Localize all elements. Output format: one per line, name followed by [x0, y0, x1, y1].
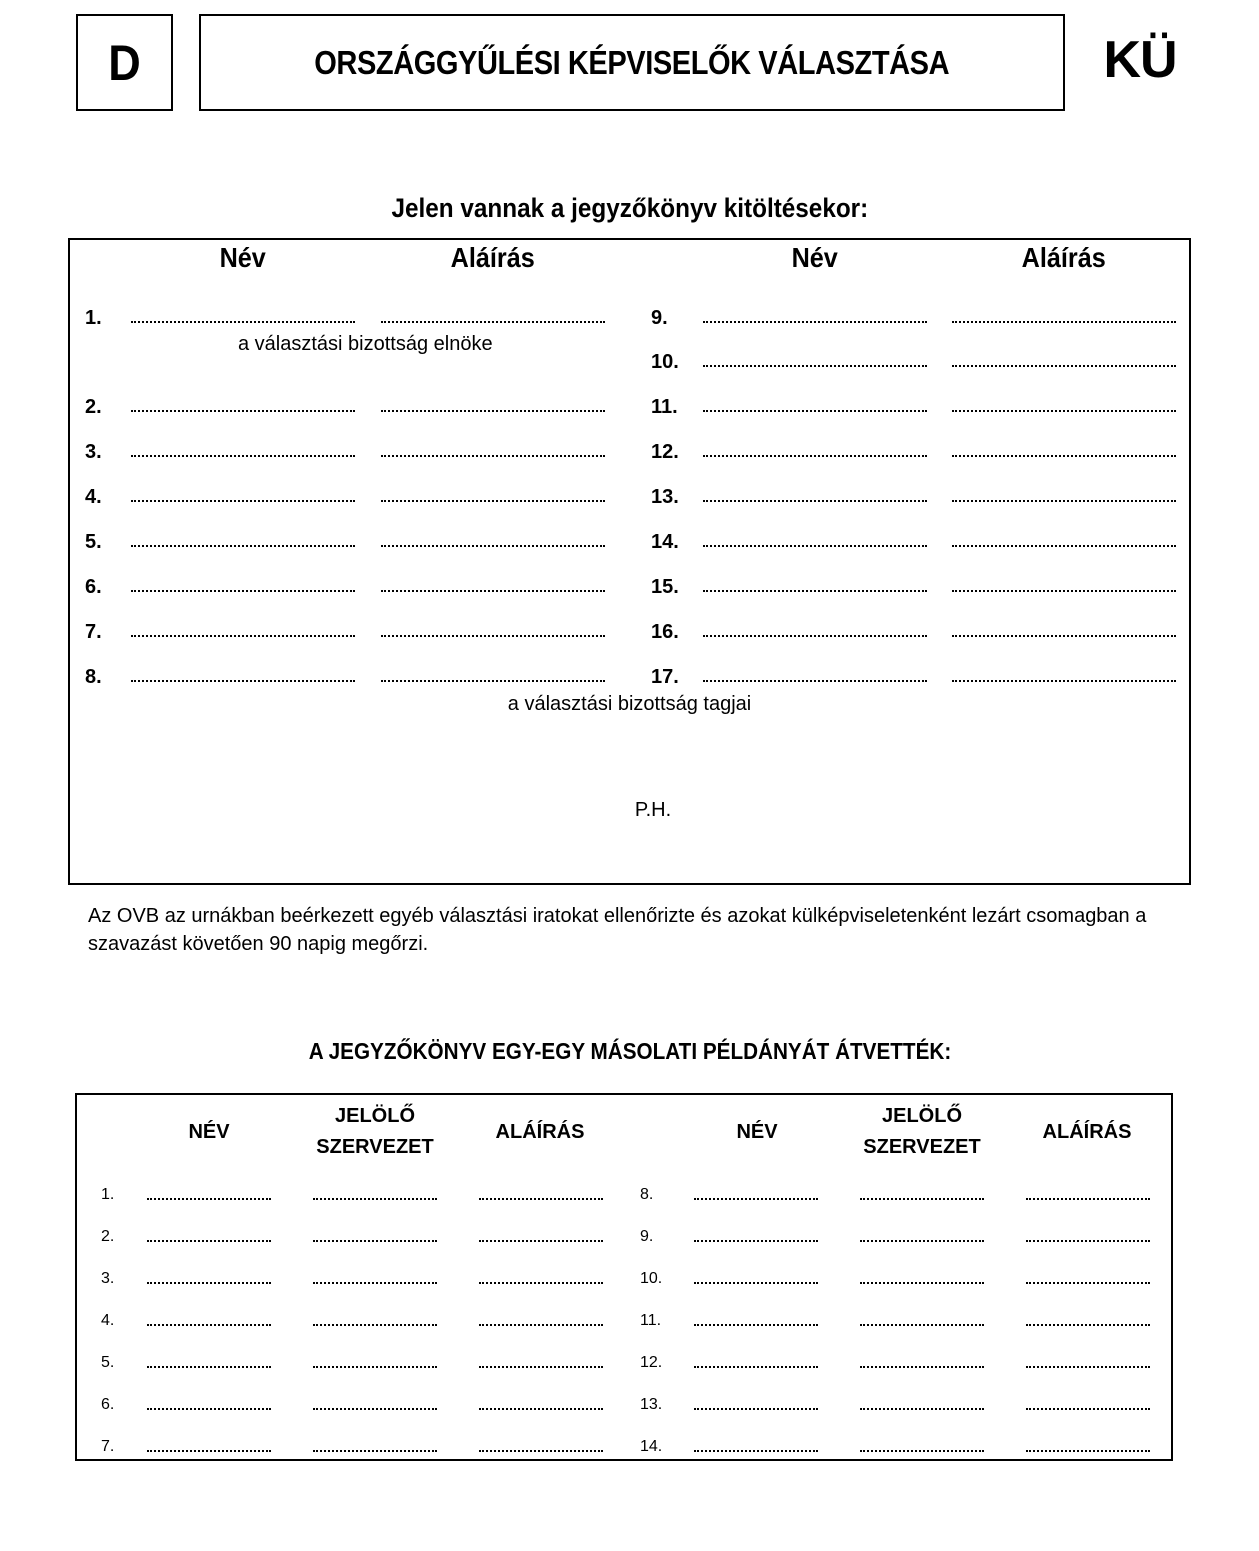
signature-field[interactable]	[952, 410, 1176, 412]
signature-field[interactable]	[952, 545, 1176, 547]
name-field[interactable]	[131, 635, 355, 637]
row-number: 2.	[85, 396, 102, 418]
row-number: 7.	[101, 1438, 115, 1455]
org-field[interactable]	[860, 1240, 984, 1242]
copies-col-name-left: NÉV	[188, 1121, 230, 1143]
signature-field[interactable]	[381, 590, 605, 592]
seal-placeholder: P.H.	[634, 799, 672, 821]
signature-field[interactable]	[381, 635, 605, 637]
col-header-signature-left: Aláírás	[450, 242, 536, 273]
name-field[interactable]	[703, 590, 927, 592]
signature-field[interactable]	[381, 321, 605, 323]
signature-field[interactable]	[479, 1366, 603, 1368]
name-field[interactable]	[147, 1324, 271, 1326]
signature-field[interactable]	[479, 1324, 603, 1326]
row-number: 14.	[640, 1438, 663, 1455]
name-field[interactable]	[147, 1450, 271, 1452]
col-header-name-right: Név	[791, 242, 839, 273]
row-number: 13.	[640, 1396, 663, 1413]
row-number: 1.	[85, 307, 102, 329]
row-number: 9.	[651, 307, 668, 329]
copies-col-name-right: NÉV	[736, 1121, 778, 1143]
org-field[interactable]	[313, 1366, 437, 1368]
col-header-name-left: Név	[219, 242, 267, 273]
document-title: ORSZÁGGYŰLÉSI KÉPVISELŐK VÁLASZTÁSA	[314, 43, 950, 81]
signature-field[interactable]	[479, 1408, 603, 1410]
row-number: 1.	[101, 1186, 115, 1203]
document-title-box	[199, 14, 1065, 111]
signature-field[interactable]	[952, 365, 1176, 367]
row-number: 5.	[101, 1354, 115, 1371]
name-field[interactable]	[131, 545, 355, 547]
name-field[interactable]	[147, 1198, 271, 1200]
org-field[interactable]	[313, 1198, 437, 1200]
signature-field[interactable]	[479, 1450, 603, 1452]
row-number: 16.	[651, 621, 679, 643]
copies-col-signature-right: ALÁÍRÁS	[1042, 1121, 1132, 1143]
name-field[interactable]	[131, 590, 355, 592]
name-field[interactable]	[703, 455, 927, 457]
name-field[interactable]	[694, 1366, 818, 1368]
signature-field[interactable]	[381, 410, 605, 412]
row-number: 7.	[85, 621, 102, 643]
signature-field[interactable]	[952, 590, 1176, 592]
row-number: 17.	[651, 666, 679, 688]
name-field[interactable]	[147, 1366, 271, 1368]
form-code: D	[108, 34, 141, 91]
signature-field[interactable]	[1026, 1198, 1150, 1200]
signature-field[interactable]	[952, 635, 1176, 637]
signature-field[interactable]	[381, 455, 605, 457]
name-field[interactable]	[131, 455, 355, 457]
row-number: 8.	[640, 1186, 654, 1203]
org-field[interactable]	[860, 1408, 984, 1410]
name-field[interactable]	[131, 680, 355, 682]
signature-field[interactable]	[952, 500, 1176, 502]
name-field[interactable]	[703, 500, 927, 502]
row-number: 4.	[101, 1312, 115, 1329]
org-field[interactable]	[313, 1324, 437, 1326]
row-number: 14.	[651, 531, 679, 553]
row-number: 10.	[651, 351, 679, 373]
org-field[interactable]	[313, 1240, 437, 1242]
attendance-heading	[0, 193, 1259, 224]
region-code: KÜ	[1103, 31, 1177, 89]
signature-field[interactable]	[952, 321, 1176, 323]
name-field[interactable]	[694, 1282, 818, 1284]
signature-field[interactable]	[1026, 1450, 1150, 1452]
name-field[interactable]	[694, 1240, 818, 1242]
signature-field[interactable]	[479, 1240, 603, 1242]
row-number: 11.	[651, 396, 678, 418]
signature-field[interactable]	[381, 680, 605, 682]
copies-box	[75, 1093, 1173, 1461]
copies-heading-text: A JEGYZŐKÖNYV EGY-EGY MÁSOLATI PÉLDÁNYÁT ÁTVETTÉK:	[308, 1038, 951, 1064]
name-field[interactable]	[703, 321, 927, 323]
row-number: 8.	[85, 666, 102, 688]
row-number: 10.	[640, 1270, 663, 1287]
name-field[interactable]	[694, 1408, 818, 1410]
name-field[interactable]	[694, 1324, 818, 1326]
signature-field[interactable]	[479, 1198, 603, 1200]
statement-paragraph: Az OVB az urnákban beérkezett egyéb választási iratokat ellenőrizte és azokat külképviseletenként lezárt csomagban a szavazást követően 90 napig megőrzi.	[88, 905, 1147, 955]
signature-field[interactable]	[1026, 1282, 1150, 1284]
row-number: 12.	[651, 441, 679, 463]
name-field[interactable]	[131, 500, 355, 502]
org-field[interactable]	[313, 1408, 437, 1410]
copies-col-signature-left: ALÁÍRÁS	[495, 1121, 585, 1143]
row-number: 9.	[640, 1228, 654, 1245]
signature-field[interactable]	[381, 545, 605, 547]
copies-col-org-right: JELÖLŐ SZERVEZET	[863, 1105, 981, 1158]
name-field[interactable]	[703, 545, 927, 547]
org-field[interactable]	[860, 1450, 984, 1452]
name-field[interactable]	[131, 410, 355, 412]
org-field[interactable]	[860, 1282, 984, 1284]
signature-field[interactable]	[1026, 1366, 1150, 1368]
copies-col-org-left: JELÖLŐ SZERVEZET	[316, 1105, 434, 1158]
org-field[interactable]	[313, 1282, 437, 1284]
attendance-box	[68, 238, 1191, 885]
row-number: 12.	[640, 1354, 663, 1371]
name-field[interactable]	[703, 680, 927, 682]
copies-heading	[0, 1038, 1259, 1065]
members-caption: a választási bizottság tagjai	[507, 693, 752, 715]
row-number: 6.	[85, 576, 102, 598]
signature-field[interactable]	[479, 1282, 603, 1284]
row-number: 4.	[85, 486, 102, 508]
signature-field[interactable]	[381, 500, 605, 502]
name-field[interactable]	[703, 365, 927, 367]
signature-field[interactable]	[952, 680, 1176, 682]
name-field[interactable]	[703, 635, 927, 637]
name-field[interactable]	[147, 1240, 271, 1242]
row-number: 13.	[651, 486, 679, 508]
signature-field[interactable]	[1026, 1240, 1150, 1242]
row-number: 5.	[85, 531, 102, 553]
signature-field[interactable]	[1026, 1324, 1150, 1326]
org-field[interactable]	[860, 1366, 984, 1368]
org-field[interactable]	[860, 1198, 984, 1200]
row-number: 2.	[101, 1228, 115, 1245]
row-number: 6.	[101, 1396, 115, 1413]
name-field[interactable]	[147, 1282, 271, 1284]
name-field[interactable]	[694, 1198, 818, 1200]
org-field[interactable]	[313, 1450, 437, 1452]
row-number: 3.	[85, 441, 102, 463]
org-field[interactable]	[860, 1324, 984, 1326]
attendance-heading-text: Jelen vannak a jegyzőkönyv kitöltésekor:	[391, 193, 868, 223]
row-number: 15.	[651, 576, 679, 598]
row-number: 3.	[101, 1270, 115, 1287]
row-number: 11.	[640, 1312, 662, 1329]
name-field[interactable]	[147, 1408, 271, 1410]
chair-caption: a választási bizottság elnöke	[238, 333, 493, 355]
col-header-signature-right: Aláírás	[1021, 242, 1107, 273]
signature-field[interactable]	[952, 455, 1176, 457]
signature-field[interactable]	[1026, 1408, 1150, 1410]
name-field[interactable]	[694, 1450, 818, 1452]
name-field[interactable]	[703, 410, 927, 412]
name-field[interactable]	[131, 321, 355, 323]
